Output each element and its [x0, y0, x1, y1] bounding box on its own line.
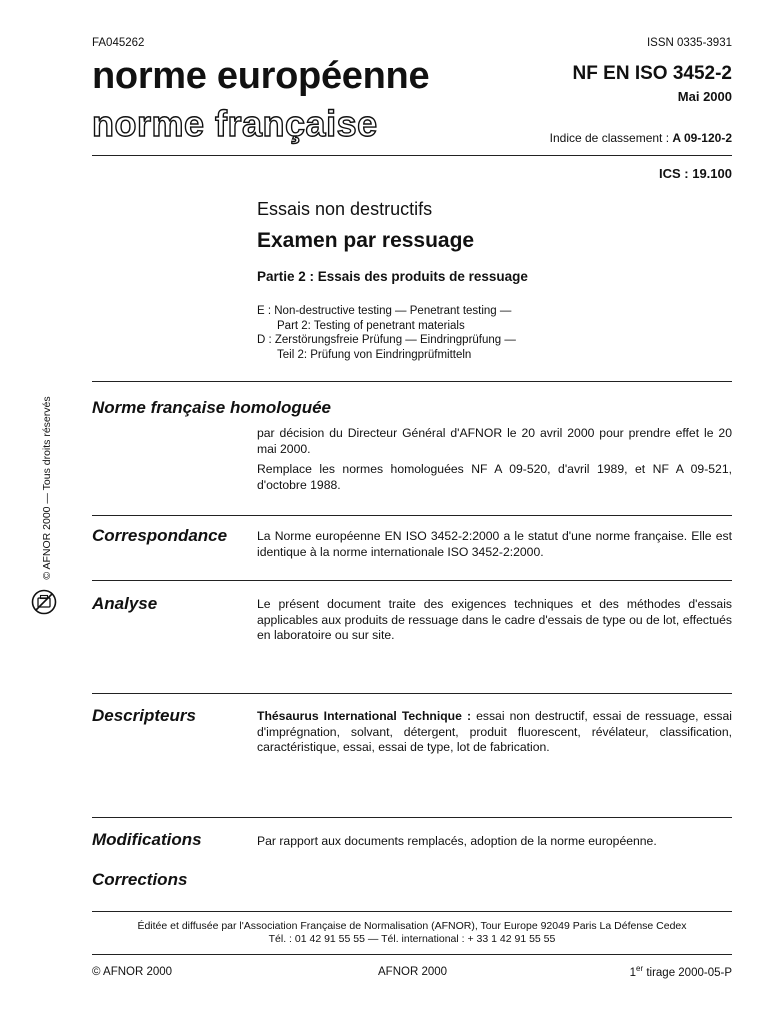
publisher-line: Éditée et diffusée par l'Association Française de Normalisation (AFNOR), Tour Europe 92049 Paris La Défense Cedex	[137, 920, 687, 932]
title-norme-francaise: norme française	[92, 103, 378, 144]
tirage-number: 1	[629, 966, 636, 979]
tirage-text: tirage 2000-05-P	[643, 966, 732, 979]
descripteurs-keywords: essai non destructif, essai de ressuage, essai d'imprégnation, solvant, détergent, produit fluorescent, révélateur, classification, caractéristique, essai, essai de type, lot de fabrication.	[257, 709, 732, 754]
modifications-text: Par rapport aux documents remplacés, adoption de la norme européenne.	[257, 834, 657, 848]
heading-correspondance: Correspondance	[92, 526, 228, 545]
translations	[257, 304, 516, 362]
document-code: FA045262	[92, 37, 145, 49]
footer-tirage	[630, 964, 732, 979]
heading-corrections: Corrections	[92, 870, 188, 889]
classement-value: A 09-120-2	[672, 131, 732, 145]
classement	[550, 131, 732, 145]
title-norme-europeenne: norme européenne	[92, 55, 430, 97]
homologuee-paragraph-2: Remplace les normes homologuées NF A 09-520, d'avril 1989, et NF A 09-521, d'octobre 1988.	[257, 462, 732, 492]
translation-line: E : Non-destructive testing — Penetrant testing —	[257, 305, 512, 317]
section-divider	[92, 381, 732, 382]
norm-reference: NF EN ISO 3452-2	[572, 63, 732, 84]
analyse-text: Le présent document traite des exigences techniques et des méthodes d'essais applicables aux produits de ressuage dans le cadre d'essais de type ou de lot, effectués en laboratoire ou sur site.	[257, 597, 732, 642]
heading-homologuee: Norme française homologuée	[92, 398, 332, 417]
footer-divider	[92, 911, 732, 912]
descripteurs-text	[257, 709, 732, 756]
publisher-info	[92, 920, 732, 946]
descripteurs-bold-lead: Thésaurus International Technique :	[257, 709, 472, 723]
no-photocopy-icon	[31, 589, 57, 615]
domain-title: Essais non destructifs	[257, 199, 433, 219]
issn: ISSN 0335-3931	[646, 37, 732, 49]
homologuee-paragraph-1: par décision du Directeur Général d'AFNOR le 20 avril 2000 pour prendre effet le 20 mai 2000.	[257, 426, 732, 456]
footer-center: AFNOR 2000	[378, 966, 448, 978]
part-title: Partie 2 : Essais des produits de ressuage	[257, 269, 528, 284]
header-divider	[92, 155, 732, 156]
tirage-superscript: er	[636, 964, 644, 973]
translation-line: Teil 2: Prüfung von Eindringprüfmitteln	[277, 348, 472, 361]
ics-code: ICS : 19.100	[659, 166, 732, 181]
heading-descripteurs: Descripteurs	[92, 706, 196, 725]
heading-analyse: Analyse	[92, 594, 158, 613]
footer-divider	[92, 954, 732, 955]
vertical-copyright-text: © AFNOR 2000 — Tous droits réservés	[41, 396, 53, 580]
publisher-phone-line: Tél. : 01 42 91 55 55 — Tél. international : + 33 1 42 91 55 55	[268, 933, 556, 945]
main-title: Examen par ressuage	[257, 229, 475, 252]
section-divider	[92, 580, 732, 581]
translation-line: D : Zerstörungsfreie Prüfung — Eindringprüfung —	[257, 334, 516, 346]
section-divider	[92, 693, 732, 694]
translation-line: Part 2: Testing of penetrant materials	[277, 319, 465, 332]
section-divider	[92, 515, 732, 516]
heading-modifications: Modifications	[92, 830, 202, 849]
correspondance-text: La Norme européenne EN ISO 3452-2:2000 a le statut d'une norme française. Elle est identique à la norme internationale ISO 3452-2:2000.	[257, 529, 732, 559]
section-divider	[92, 817, 732, 818]
vertical-copyright	[38, 398, 56, 578]
publication-date: Mai 2000	[677, 89, 732, 104]
classement-label: Indice de classement :	[549, 131, 670, 145]
footer-copyright: © AFNOR 2000	[92, 966, 173, 978]
